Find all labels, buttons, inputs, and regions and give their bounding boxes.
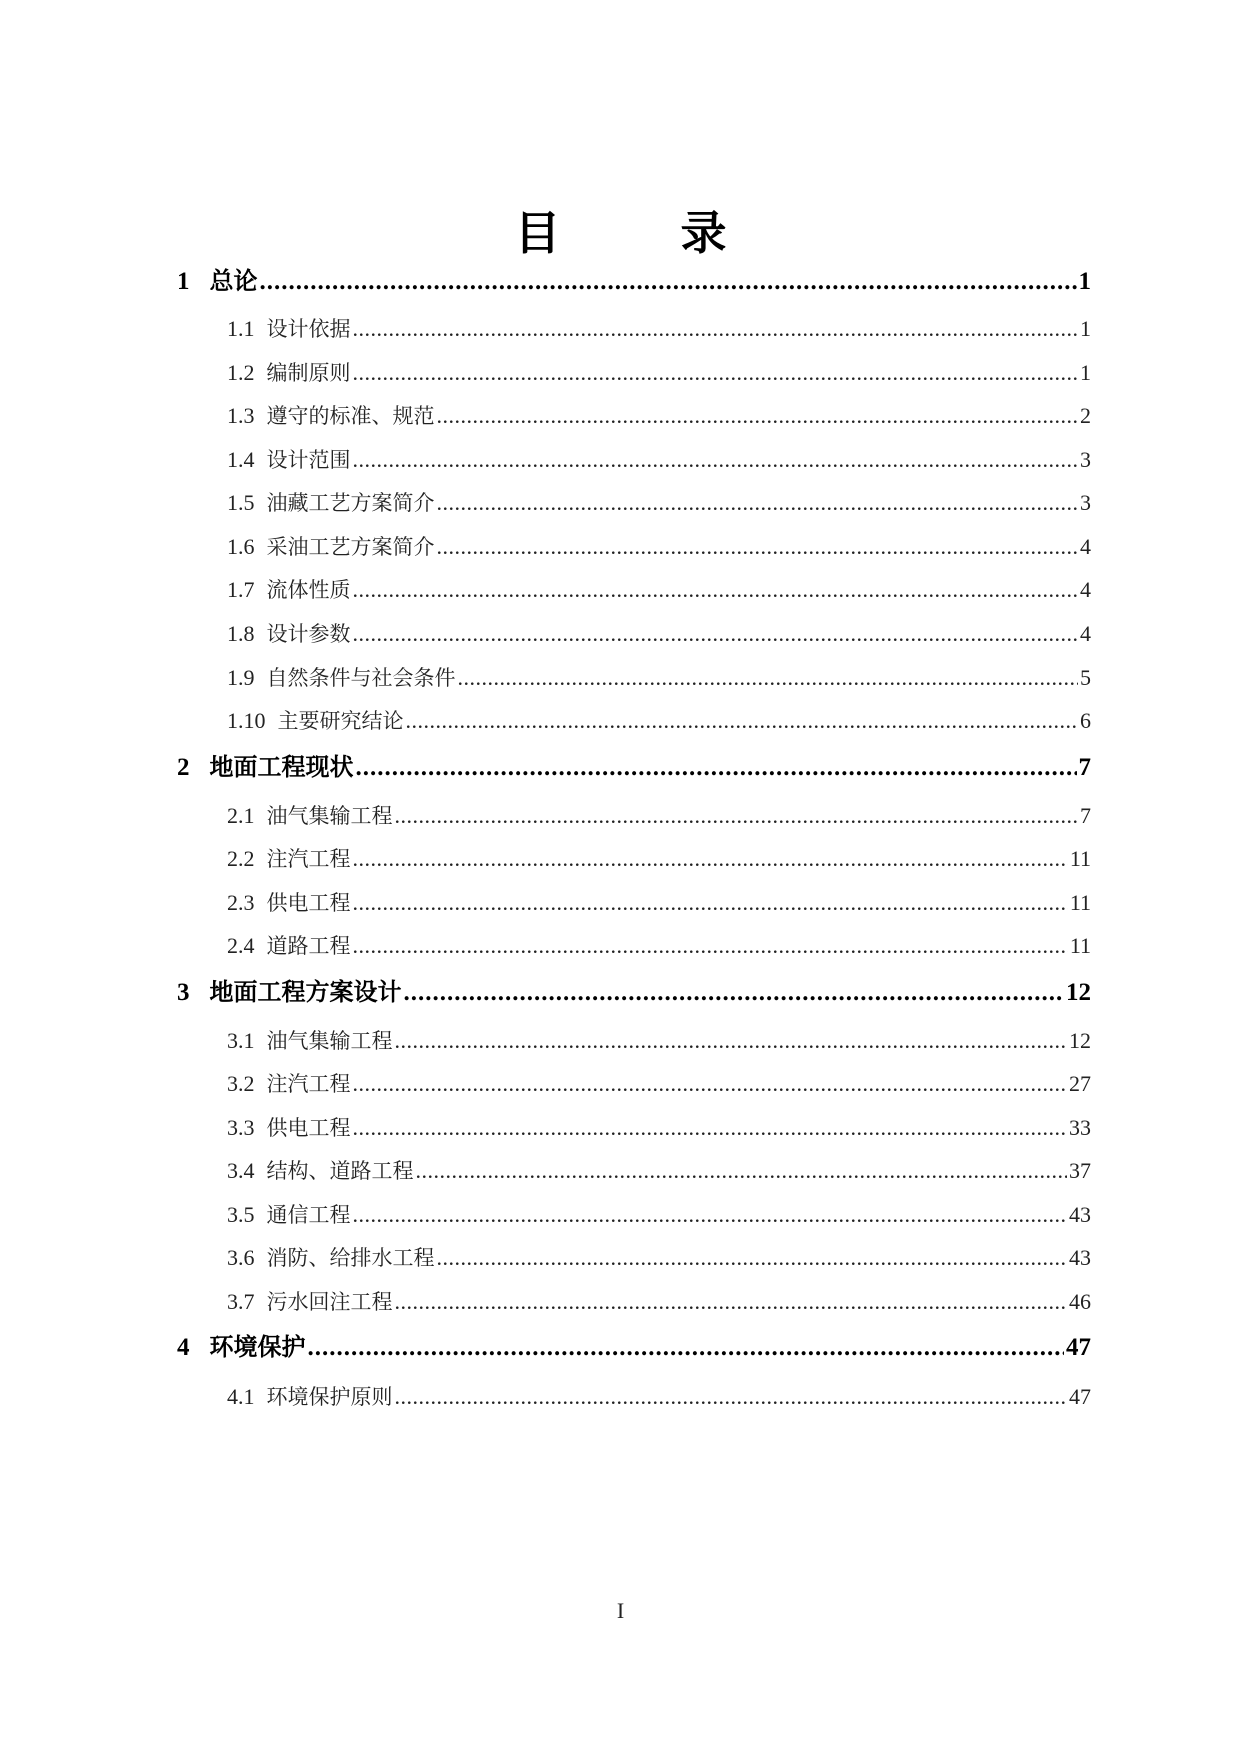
toc-entry-number: 1.6 [227, 534, 255, 559]
toc-entry-number: 3.5 [227, 1202, 255, 1227]
toc-entry-title: 污水回注工程 [266, 1290, 393, 1314]
toc-section-entry[interactable] [227, 1025, 1091, 1057]
dot-leader [308, 1330, 1065, 1366]
toc-entry-title: 设计依据 [266, 317, 351, 341]
toc-chapter-entry[interactable] [177, 749, 1091, 785]
toc-entry-page: 4 [1080, 621, 1091, 646]
toc-entry-page: 12 [1069, 1028, 1091, 1053]
toc-entry-page: 7 [1080, 803, 1091, 828]
toc-section-entry[interactable] [227, 930, 1091, 962]
toc-entry-title: 主要研究结论 [277, 709, 404, 733]
toc-entry-page: 47 [1069, 1384, 1091, 1409]
toc-entry-number: 3 [177, 979, 190, 1006]
toc-section-entry[interactable] [227, 1112, 1091, 1144]
dot-leader [416, 1155, 1068, 1187]
toc-entry-title: 设计参数 [266, 622, 351, 646]
toc-entry-number: 3.3 [227, 1115, 255, 1140]
toc-entry-title: 采油工艺方案简介 [266, 535, 435, 559]
toc-entry-page: 3 [1080, 490, 1091, 515]
toc-chapter-entry[interactable] [177, 1329, 1091, 1365]
toc-entry-title: 通信工程 [266, 1203, 351, 1227]
toc-entry-page: 4 [1080, 534, 1091, 559]
toc-entry-page: 11 [1069, 890, 1091, 915]
dot-leader [353, 887, 1068, 919]
toc-entry-page: 12 [1066, 979, 1091, 1006]
toc-entry-number: 4.1 [227, 1384, 255, 1409]
toc-entry-page: 5 [1080, 665, 1091, 690]
toc-entry-title: 注汽工程 [266, 847, 351, 871]
toc-entry-title: 油气集输工程 [266, 1029, 393, 1053]
dot-leader [353, 1068, 1068, 1100]
dot-leader [437, 531, 1079, 563]
toc-entry-number: 1.10 [227, 708, 266, 733]
toc-section-entry[interactable] [227, 1199, 1091, 1231]
page-number: I [616, 1598, 625, 1623]
toc-entry-title: 供电工程 [266, 891, 351, 915]
toc-entry-title: 结构、道路工程 [266, 1159, 414, 1183]
dot-leader [395, 1025, 1068, 1057]
toc-section-entry[interactable] [227, 887, 1091, 919]
toc-chapter-entry[interactable] [177, 974, 1091, 1010]
toc-section-entry[interactable] [227, 444, 1091, 476]
toc-entry-page: 43 [1069, 1202, 1091, 1227]
toc-entry-number: 1.5 [227, 490, 255, 515]
toc-entry-title: 设计范围 [266, 448, 351, 472]
dot-leader [356, 750, 1077, 786]
dot-leader [353, 313, 1079, 345]
toc-section-entry[interactable] [227, 1068, 1091, 1100]
toc-entry-number: 1.4 [227, 447, 255, 472]
toc-entry-page: 46 [1069, 1289, 1091, 1314]
toc-section-entry[interactable] [227, 1381, 1091, 1413]
toc-entry-number: 3.4 [227, 1158, 255, 1183]
toc-entry-number: 3.2 [227, 1071, 255, 1096]
toc-entry-page: 2 [1080, 403, 1091, 428]
toc-entry-page: 4 [1080, 577, 1091, 602]
toc-section-entry[interactable] [227, 400, 1091, 432]
toc-section-entry[interactable] [227, 313, 1091, 345]
toc-entry-number: 2.4 [227, 933, 255, 958]
toc-entry-page: 47 [1066, 1334, 1091, 1361]
toc-chapter-entry[interactable] [177, 263, 1091, 299]
toc-section-entry[interactable] [227, 618, 1091, 650]
toc-entry-title: 总论 [209, 267, 258, 295]
toc-entry-title: 道路工程 [266, 934, 351, 958]
dot-leader [353, 930, 1068, 962]
toc-entry-title: 自然条件与社会条件 [266, 666, 456, 690]
toc-section-entry[interactable] [227, 357, 1091, 389]
toc-entry-page: 11 [1069, 933, 1091, 958]
dot-leader [395, 1286, 1068, 1318]
toc-entry-page: 3 [1080, 447, 1091, 472]
toc-entry-number: 1 [177, 268, 190, 295]
page-title: 目 录 [514, 206, 779, 260]
toc-section-entry[interactable] [227, 843, 1091, 875]
dot-leader [353, 1199, 1068, 1231]
toc-entry-title: 地面工程方案设计 [209, 978, 402, 1006]
toc-entry-number: 2.1 [227, 803, 255, 828]
toc-entry-page: 27 [1069, 1071, 1091, 1096]
toc-entry-page: 7 [1078, 754, 1091, 781]
toc-entry-number: 1.3 [227, 403, 255, 428]
toc-entry-number: 1.7 [227, 577, 255, 602]
dot-leader [395, 800, 1079, 832]
toc-entry-title: 注汽工程 [266, 1072, 351, 1096]
dot-leader [353, 843, 1068, 875]
toc-entry-title: 油气集输工程 [266, 804, 393, 828]
dot-leader [353, 357, 1079, 389]
toc-section-entry[interactable] [227, 531, 1091, 563]
dot-leader [406, 705, 1079, 737]
dot-leader [458, 662, 1079, 694]
toc-entry-title: 消防、给排水工程 [266, 1246, 435, 1270]
toc-entry-title: 油藏工艺方案简介 [266, 491, 435, 515]
toc-section-entry[interactable] [227, 1242, 1091, 1274]
toc-entry-page: 1 [1078, 268, 1091, 295]
toc-section-entry[interactable] [227, 574, 1091, 606]
toc-entry-title: 遵守的标准、规范 [266, 404, 435, 428]
toc-entry-number: 3.1 [227, 1028, 255, 1053]
dot-leader [353, 444, 1079, 476]
toc-entry-title: 编制原则 [266, 361, 351, 385]
toc-entry-number: 1.2 [227, 360, 255, 385]
toc-entry-page: 33 [1069, 1115, 1091, 1140]
toc-entry-number: 1.1 [227, 316, 255, 341]
toc-section-entry[interactable] [227, 1286, 1091, 1318]
dot-leader [437, 487, 1079, 519]
toc-section-entry[interactable] [227, 705, 1091, 737]
toc-entry-number: 1.8 [227, 621, 255, 646]
toc-entry-number: 2.3 [227, 890, 255, 915]
toc-entry-page: 1 [1080, 316, 1091, 341]
toc-entry-number: 4 [177, 1334, 190, 1361]
toc-entry-number: 1.9 [227, 665, 255, 690]
dot-leader [260, 264, 1077, 300]
toc-entry-number: 2 [177, 754, 190, 781]
dot-leader [395, 1381, 1068, 1413]
toc-entry-number: 3.6 [227, 1245, 255, 1270]
toc-entry-title: 供电工程 [266, 1116, 351, 1140]
toc-section-entry[interactable] [227, 662, 1091, 694]
toc-section-entry[interactable] [227, 1155, 1091, 1187]
toc-entry-number: 2.2 [227, 846, 255, 871]
toc-entry-title: 流体性质 [266, 578, 351, 602]
dot-leader [353, 618, 1079, 650]
toc-entry-title: 地面工程现状 [209, 753, 354, 781]
dot-leader [353, 1112, 1068, 1144]
toc-entry-page: 6 [1080, 708, 1091, 733]
toc-entry-page: 11 [1069, 846, 1091, 871]
toc-entry-page: 37 [1069, 1158, 1091, 1183]
dot-leader [353, 574, 1079, 606]
toc-entry-title: 环境保护 [209, 1333, 306, 1361]
toc-section-entry[interactable] [227, 487, 1091, 519]
toc-entry-number: 3.7 [227, 1289, 255, 1314]
dot-leader [437, 1242, 1068, 1274]
toc-entry-page: 43 [1069, 1245, 1091, 1270]
toc-entry-title: 环境保护原则 [266, 1385, 393, 1409]
toc-entry-page: 1 [1080, 360, 1091, 385]
dot-leader [437, 400, 1079, 432]
dot-leader [404, 975, 1065, 1011]
toc-section-entry[interactable] [227, 800, 1091, 832]
